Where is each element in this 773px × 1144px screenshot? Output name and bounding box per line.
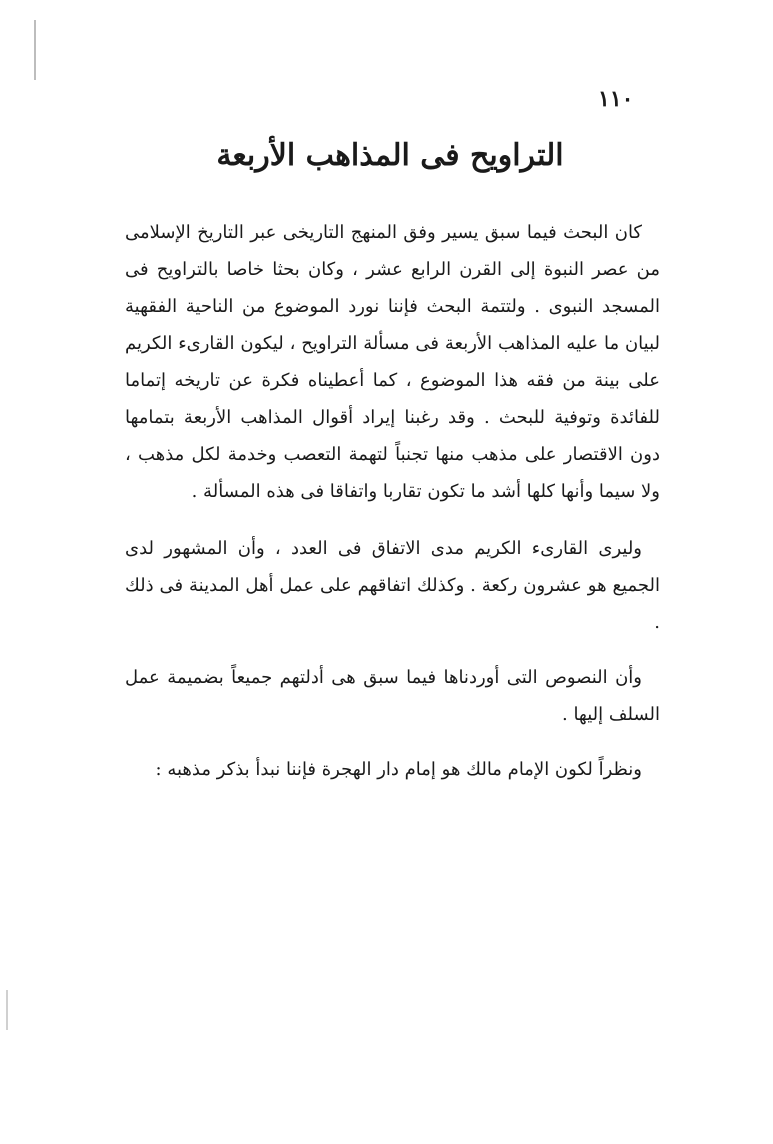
text-line: ولتتمة البحث فإننا نورد الموضوع من الناحية الفقهية لبيان ما عليه المذاهب الأربعة [125,296,660,354]
scan-speck [6,990,8,1030]
text-line: السلف إليها . [562,704,660,725]
scan-speck [34,20,36,80]
text-line: عصر النبوة إلى القرن الرابع عشر ، وكان بحثا خاصا بالتراويح فى المسجد النبوى . [125,259,661,317]
paragraph [125,530,660,641]
text-line: وأن النصوص التى أوردناها فيما سبق هى أدلتهم جميعاً بضميمة عمل [125,667,642,688]
text-line: كان البحث فيما سبق يسير وفق المنهج التاريخى عبر التاريخ الإسلامى من [125,222,660,280]
text-line: هو عشرون ركعة . وكذلك اتفاقهم على عمل أهل المدينة فى ذلك . [125,575,660,633]
paragraph [125,214,660,510]
page-number: ١١٠ [598,86,634,112]
text-line: أعطيناه فكرة عن تاريخه إتماما للفائدة وتوفية للبحث . وقد رغبنا إيراد أقوال [125,370,660,428]
text-line: ونظراً لكون الإمام مالك هو إمام دار الهجرة فإننا نبدأ بذكر مذهبه : [155,759,642,780]
text-line: المذاهب الأربعة بتمامها دون الاقتصار على مذهب منها تجنباً لتهمة التعصب وخدمة [125,407,660,465]
paragraph [125,659,660,733]
text-line: فى مسألة التراويح ، ليكون القارىء الكريم على بينة من فقه هذا الموضوع ، كما [125,333,661,391]
text-line: وليرى القارىء الكريم مدى الاتفاق فى العدد ، وأن المشهور لدى الجميع [125,538,660,596]
document-body [125,214,660,788]
text-line: لكل مذهب ، ولا سيما وأنها كلها أشد ما تكون تقاربا واتفاقا فى هذه المسألة . [125,444,660,502]
paragraph [125,751,660,788]
page-title: التراويح فى المذاهب الأربعة [216,138,564,173]
